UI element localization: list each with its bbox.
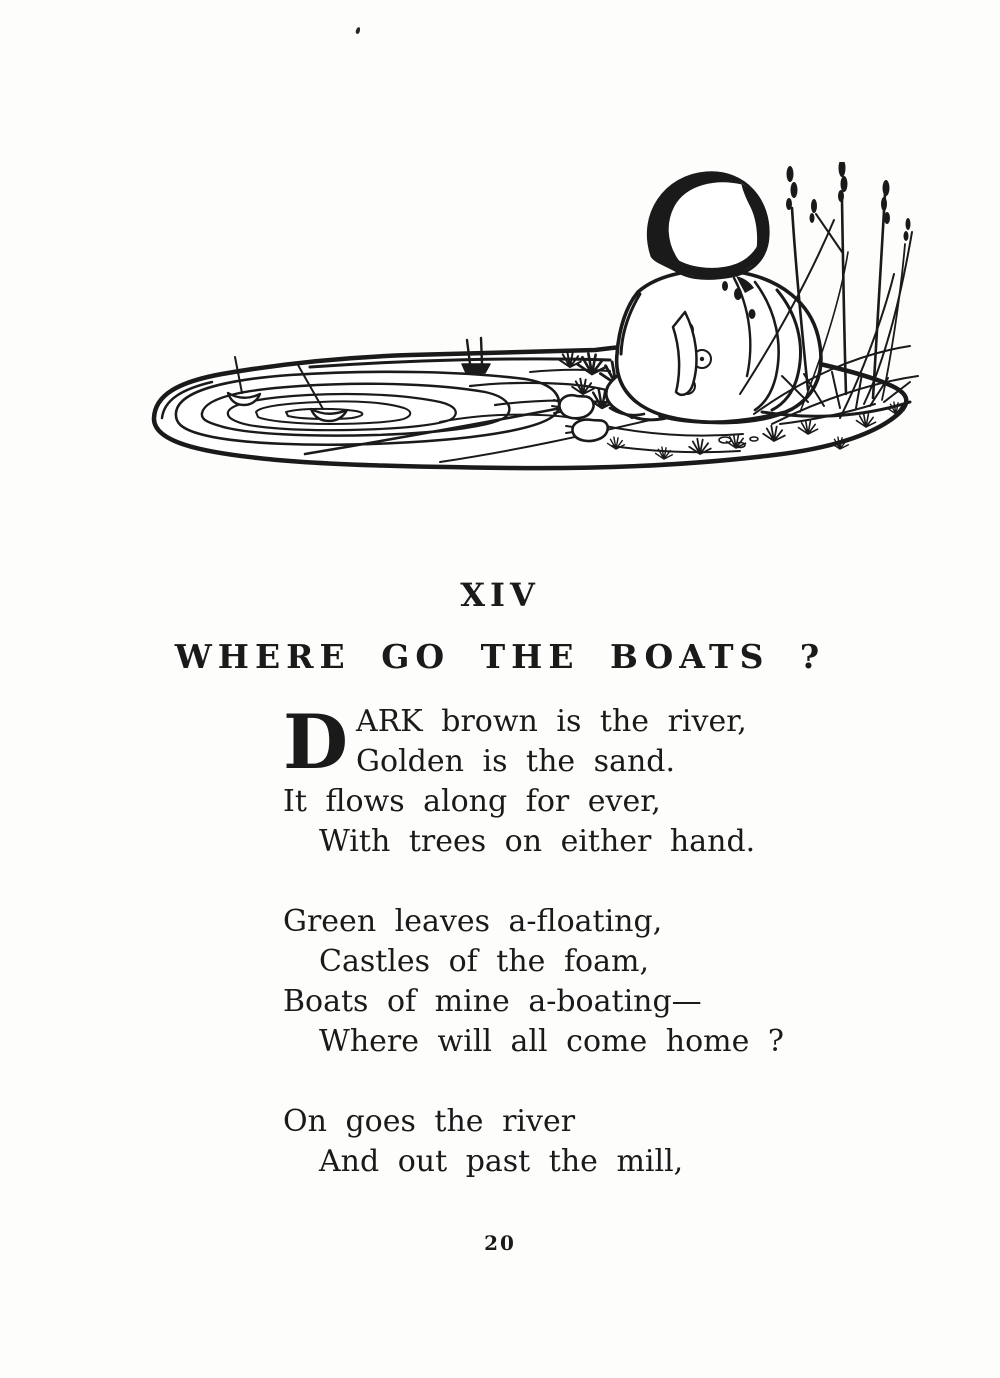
section-numeral: XIV <box>460 576 540 614</box>
poem-title: WHERE GO THE BOATS ? <box>174 637 826 676</box>
pond-illustration-svg <box>140 162 920 476</box>
stanza-2 <box>283 902 828 1062</box>
pond-illustration <box>140 162 920 476</box>
poem-line: With trees on either hand. <box>319 824 756 859</box>
poem-line: On goes the river <box>283 1104 576 1139</box>
poem-body <box>283 698 828 1222</box>
poem-line: Golden is the sand. <box>356 744 676 779</box>
poem-line: Green leaves a-floating, <box>283 904 663 939</box>
poem-line: ARK brown is the river, <box>356 704 747 739</box>
poem-heading <box>0 576 1000 676</box>
poem-line: It flows along for ever, <box>283 784 661 819</box>
poem-line: And out past the mill, <box>319 1144 684 1179</box>
page-number: 20 <box>484 1231 516 1255</box>
stanza-3 <box>283 1102 828 1182</box>
stanza-1 <box>283 698 828 862</box>
child-figure-group <box>552 173 821 441</box>
drop-cap: D <box>283 698 349 786</box>
poem-line: Where will all come home ? <box>319 1024 784 1059</box>
poem-line: Castles of the foam, <box>319 944 649 979</box>
scan-speck <box>355 27 361 35</box>
poem-line: Boats of mine a-boating— <box>283 984 702 1019</box>
